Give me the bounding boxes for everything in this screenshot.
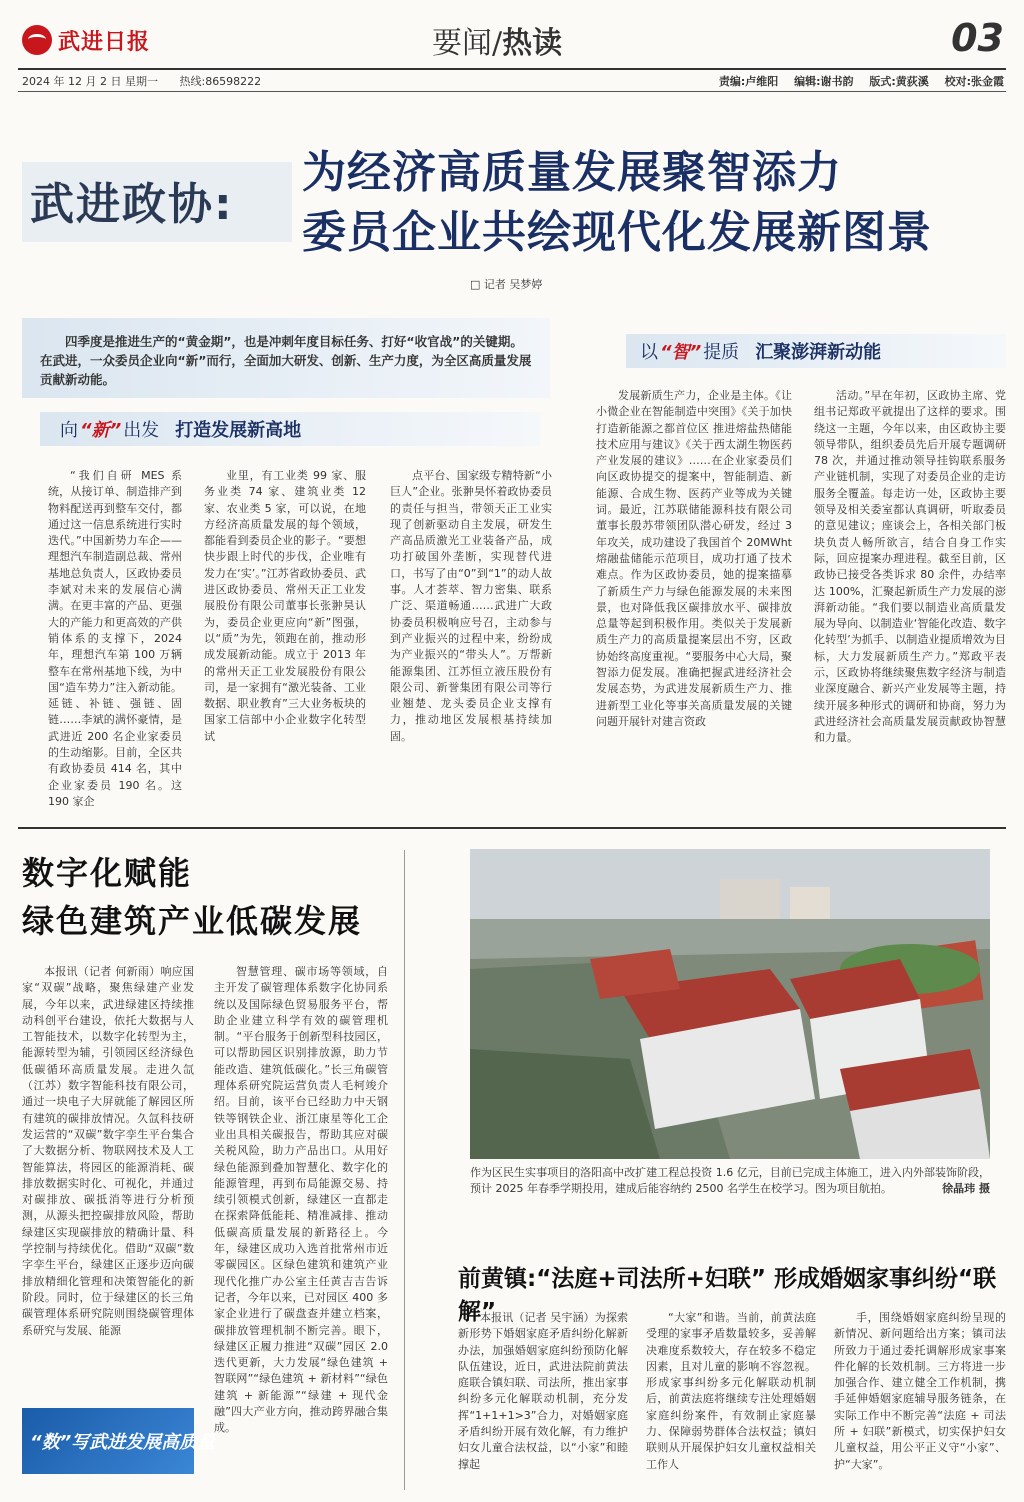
article-column-5: 活动。”早在年初，区政协主席、党组书记郑政平就提出了这样的要求。围绕这一主题，今年以来，由区政协主要领导带队，组织委员先后开展专题调研 78 次，并通过推动领导挂钩联系服务产业链机制，实现了对委员企业的走访服务全覆盖。每走访一处，区政协主要领导及相关委室都认真调研，听取委员的意见建议；座谈会上，各相关部门板块负责人畅所欲言，结合自身工作实际，回应提案办理进程。截至目前，区政协已接受各类诉求 80 余件，办结率达 100%，汇聚起新质生产力发展的澎湃新动能。“我们要以制造业高质量发展为导向、以制造业‘智能化改造、数字化转型’为抓手、以制造业提质增效为目标，大力发展新质生产力。”郑政平表示，区政协将继续聚焦数字经济与制造业深度融合、新兴产业发展等主题，持续开展多种形式的调研和协商，努力为武进经济社会高质量发展贡献政协智慧和力量。 xyxy=(814,389,1006,745)
photo-caption: 作为区民生实事项目的洛阳高中改扩建工程总投资 1.6 亿元，目前已完成主体施工，进入内外部装饰阶段，预计 2025 年春季学期投用，建成后能容纳约 2500 名学生在校学习。图为项目航拍。 徐晶玮 摄 xyxy=(470,1166,990,1195)
section-title: 要闻/热读 xyxy=(432,26,563,61)
article-column-4: 发展新质生产力，企业是主体。《让小微企业在智能制造中突围》《关于加快打造新能源之都首位区 推进熔盐热储能技术应用与建议》《关于西太湖生物医药产业发展的建议》……在企业家委员们向区政协提交的提案中，智能制造、新能源、合成生物、医药产业等成为关键词。最近，江苏联储能源科技有限公司董事长殷苏带领团队潜心研发，经过 3 年攻关，成功建设了我国首个 20MWht 熔融盐储能示范项目，成功打通了技术难点。作为区政协委员，她的提案描摹了新质生产力与绿色能源发展的未来图景，也对降低我区碳排放水平、碳排放总量等起到积极作用。类似关于发展新质生产力的高质量提案层出不穷，区政协始终高度重视。“要服务中心大局，聚智添力促发展。准确把握武进经济社会发展态势，为武进发展新质生产力、推进新型工业化等事关高质量发展的关键问题开展针对建言资政 xyxy=(596,389,792,728)
sub-rule xyxy=(18,91,1006,92)
masthead-logo[interactable] xyxy=(22,20,162,60)
issue-date: 2024 年 12 月 2 日 星期一 xyxy=(22,75,158,88)
section-divider xyxy=(18,827,1006,829)
article2-column-1: 本报讯（记者 何新雨）响应国家“双碳”战略，聚焦绿建产业发展，今年以来，武进绿建区持续推动科创平台建设，依托大数据与人工智能技术，以数字化转型为主，能源转型为辅，引领园区经济绿色低碳循环高质量发展。走进久氙（江苏）数字智能科技有限公司，通过一块电子大屏就能了解园区所有建筑的碳排放情况。久氙科技研发运营的“双碳”数字孪生平台集合了大数据分析、物联网技术及人工智能算法，将园区的能源消耗、碳排放数据实时化、可视化，并通过对碳排放、碳抵消等进行分析预测，从源头把控碳排放风险，帮助绿建区实现碳排放的精确计量、科学控制与持续优化。借助“双碳”数字孪生平台，绿建区正逐步迈向碳排放精细化管理和决策智能化的新阶段。同时，位于绿建区的长三角碳管理体系研究院则围绕碳管理体系研究与发展、能源 xyxy=(22,965,194,1337)
article2-headline-1[interactable]: 数字化赋能 xyxy=(22,854,193,892)
article3-column-2: “大家”和谐。当前，前黄法庭受理的家事矛盾数量较多，妥善解决难度系数较大，存在较多不稳定因素，且对儿童的影响不容忽视。形成家事纠纷多元化解联动机制后，前黄法庭将继续专注处理婚姻家庭纠纷案件，有效制止家庭暴力、保障弱势群体合法权益；镇妇联则从开展保护妇女儿童权益相关工作人 xyxy=(646,1311,816,1471)
article-column-1: “我们自研 MES 系统，从接订单、制造排产到物料配送再到整车交付，都通过这一信息系统进行实时迭代。”中国新势力车企——理想汽车制造副总裁、常州基地总负责人，区政协委员李斌对未来的发展信心满满。在更丰富的产品、更强大的产能力和更高效的产供销体系的支撑下，2024 年，理想汽车第 100 万辆整车在常州基地下线，为中国“造车势力”注入新动能。延链、补链、强链、固链……李斌的满怀豪情，是武进近 200 名企业家委员的生动缩影。目前，全区共有政协委员 414 名，其中企业家委员 190 名。这 190 家企 xyxy=(48,469,182,808)
photo-credit: 徐晶玮 摄 xyxy=(942,1182,990,1195)
editor-credits: 责编:卢维阳 编辑:谢书韵 版式:黄荻溪 校对:张金霞 xyxy=(718,75,1004,88)
logo-text: 武进日报 xyxy=(58,28,151,55)
dateline xyxy=(22,73,279,89)
article-column-3: 点平台、国家级专精特新“小巨人”企业。张翀昊怀着政协委员的责任与担当，带领天正工业实现了创新驱动自主发展，研发生产高品质激光工业装备产品，成功打破国外垄断，实现替代进口，书写了由“0”到“1”的动人故事。人才荟萃、智力密集、联系广泛、渠道畅通……武进广大政协委员积极响应号召，主动参与到产业振兴的过程中来，纷纷成为产业振兴的“带头人”。万帮新能源集团、江苏恒立液压股份有限公司、新誉集团有限公司等行业翘楚、龙头委员企业支撑有力，推动地区发展根基持续加固。 xyxy=(390,469,552,743)
article3-column-1: 本报讯（记者 吴宇涵）为探索新形势下婚姻家庭矛盾纠纷化解新办法，加强婚姻家庭纠纷预防化解队伍建设，近日，武进法院前黄法庭联合镇妇联、司法所，推出家事纠纷多元化解联动机制，充分发挥“1+1+1>3”合力，对婚姻家庭矛盾纠纷开展有效化解，有力维护妇女儿童合法权益，以“小家”和睦撑起 xyxy=(458,1311,628,1471)
hotline: 热线:86598222 xyxy=(179,75,262,88)
article3-column-3: 手，围绕婚姻家庭纠纷呈现的新情况、新问题给出方案；镇司法所致力于通过委托调解形成家事案件化解的长效机制。三方将进一步加强合作、建立健全工作机制，携手延伸婚姻家庭辅导服务链条，在实际工作中不断完善“法庭 + 司法所 + 妇联”新模式，切实保护妇女儿童权益，用公平正义守“小家”、护“大家”。 xyxy=(834,1311,1006,1471)
lead-paragraph: 四季度是推进生产的“黄金期”，也是冲刺年度目标任务、打好“收官战”的关键期。在武进，一众委员企业向“新”而行，全面加大研发、创新、生产力度，为全区高质量发展贡献新动能。 xyxy=(40,334,532,387)
subheading-2: 以 “智” 提质 汇聚澎湃新动能 xyxy=(626,334,1006,368)
headline-line-1[interactable]: 为经济高质量发展聚智添力 xyxy=(302,147,842,198)
series-banner-text: “数”写武进发展高质量 xyxy=(30,1432,216,1453)
newspaper-logo-icon xyxy=(22,25,52,55)
aerial-school-photo xyxy=(470,849,990,1159)
article-column-2: 业里，有工业类 99 家、服务业类 74 家、建筑业类 12 家、农业类 5 家，可以说，在地方经济高质量发展的每个领域，都能看到委员企业的影子。“要想快步跟上时代的步伐，企业唯有发力在‘实’。”江苏省政协委员、武进区政协委员、常州天正工业发展股份有限公司董事长张翀昊认为，委员企业更应向“新”图强，以“质”为先，领跑在前，推动形成发展新动能。成立于 2013 年的常州天正工业发展股份有限公司，是一家拥有“激光装备、工业数据、职业教育”三大业务板块的国家工信部中小企业数字化转型试 xyxy=(204,469,366,743)
headline-line-2[interactable]: 委员企业共绘现代化发展新图景 xyxy=(302,207,932,258)
byline: □ 记者 吴梦婷 xyxy=(470,278,543,291)
page-number: 03 xyxy=(951,16,1004,60)
column-divider xyxy=(404,850,405,1490)
article2-column-2: 智慧管理、碳市场等领域，自主开发了碳管理体系数字化协同系统以及国际绿色贸易服务平台，帮助企业建立科学有效的碳管理机制。“平台服务于创新型科技园区，可以帮助园区识别排放源，助力节能改造、建筑低碳化。”长三角碳管理体系研究院运营负责人毛柯竣介绍。目前，该平台已经助力中天钢铁等钢铁企业、浙江康星等化工企业出具相关碳报告，帮助其应对碳关税风险，助力产品出口。从用好绿色能源到叠加智慧化、数字化的能源管理，再到布局能源交易、持续引领模式创新，绿建区一直都走在探索降低能耗、精准减排、推动低碳高质量发展的新路径上。今年，绿建区成功入选首批常州市近零碳园区。区绿色建筑和建筑产业现代化推广办公室主任黄吉吉告诉记者，今年以来，已对园区 400 多家企业进行了碳盘查并建立档案，碳排放管理机制不断完善。眼下，绿建区正履力推进“双碳”园区 2.0 迭代更新，大力发展“绿色建筑 + 智联网”“绿色建筑 + 新材料”“绿色建筑 + 新能源”“绿建 + 现代金融”四大产业方向，推动跨界融合集成。 xyxy=(214,965,388,1435)
subheading-1: 向 “新” 出发 打造发展新高地 xyxy=(40,412,540,446)
article2-headline-2[interactable]: 绿色建筑产业低碳发展 xyxy=(22,902,363,940)
headline-kicker: 武进政协: xyxy=(30,179,234,230)
top-rule xyxy=(18,68,1006,70)
article3-headline[interactable]: 前黄镇:“法庭+司法所+妇联” 形成婚姻家事纠纷“联解” xyxy=(458,1266,997,1325)
